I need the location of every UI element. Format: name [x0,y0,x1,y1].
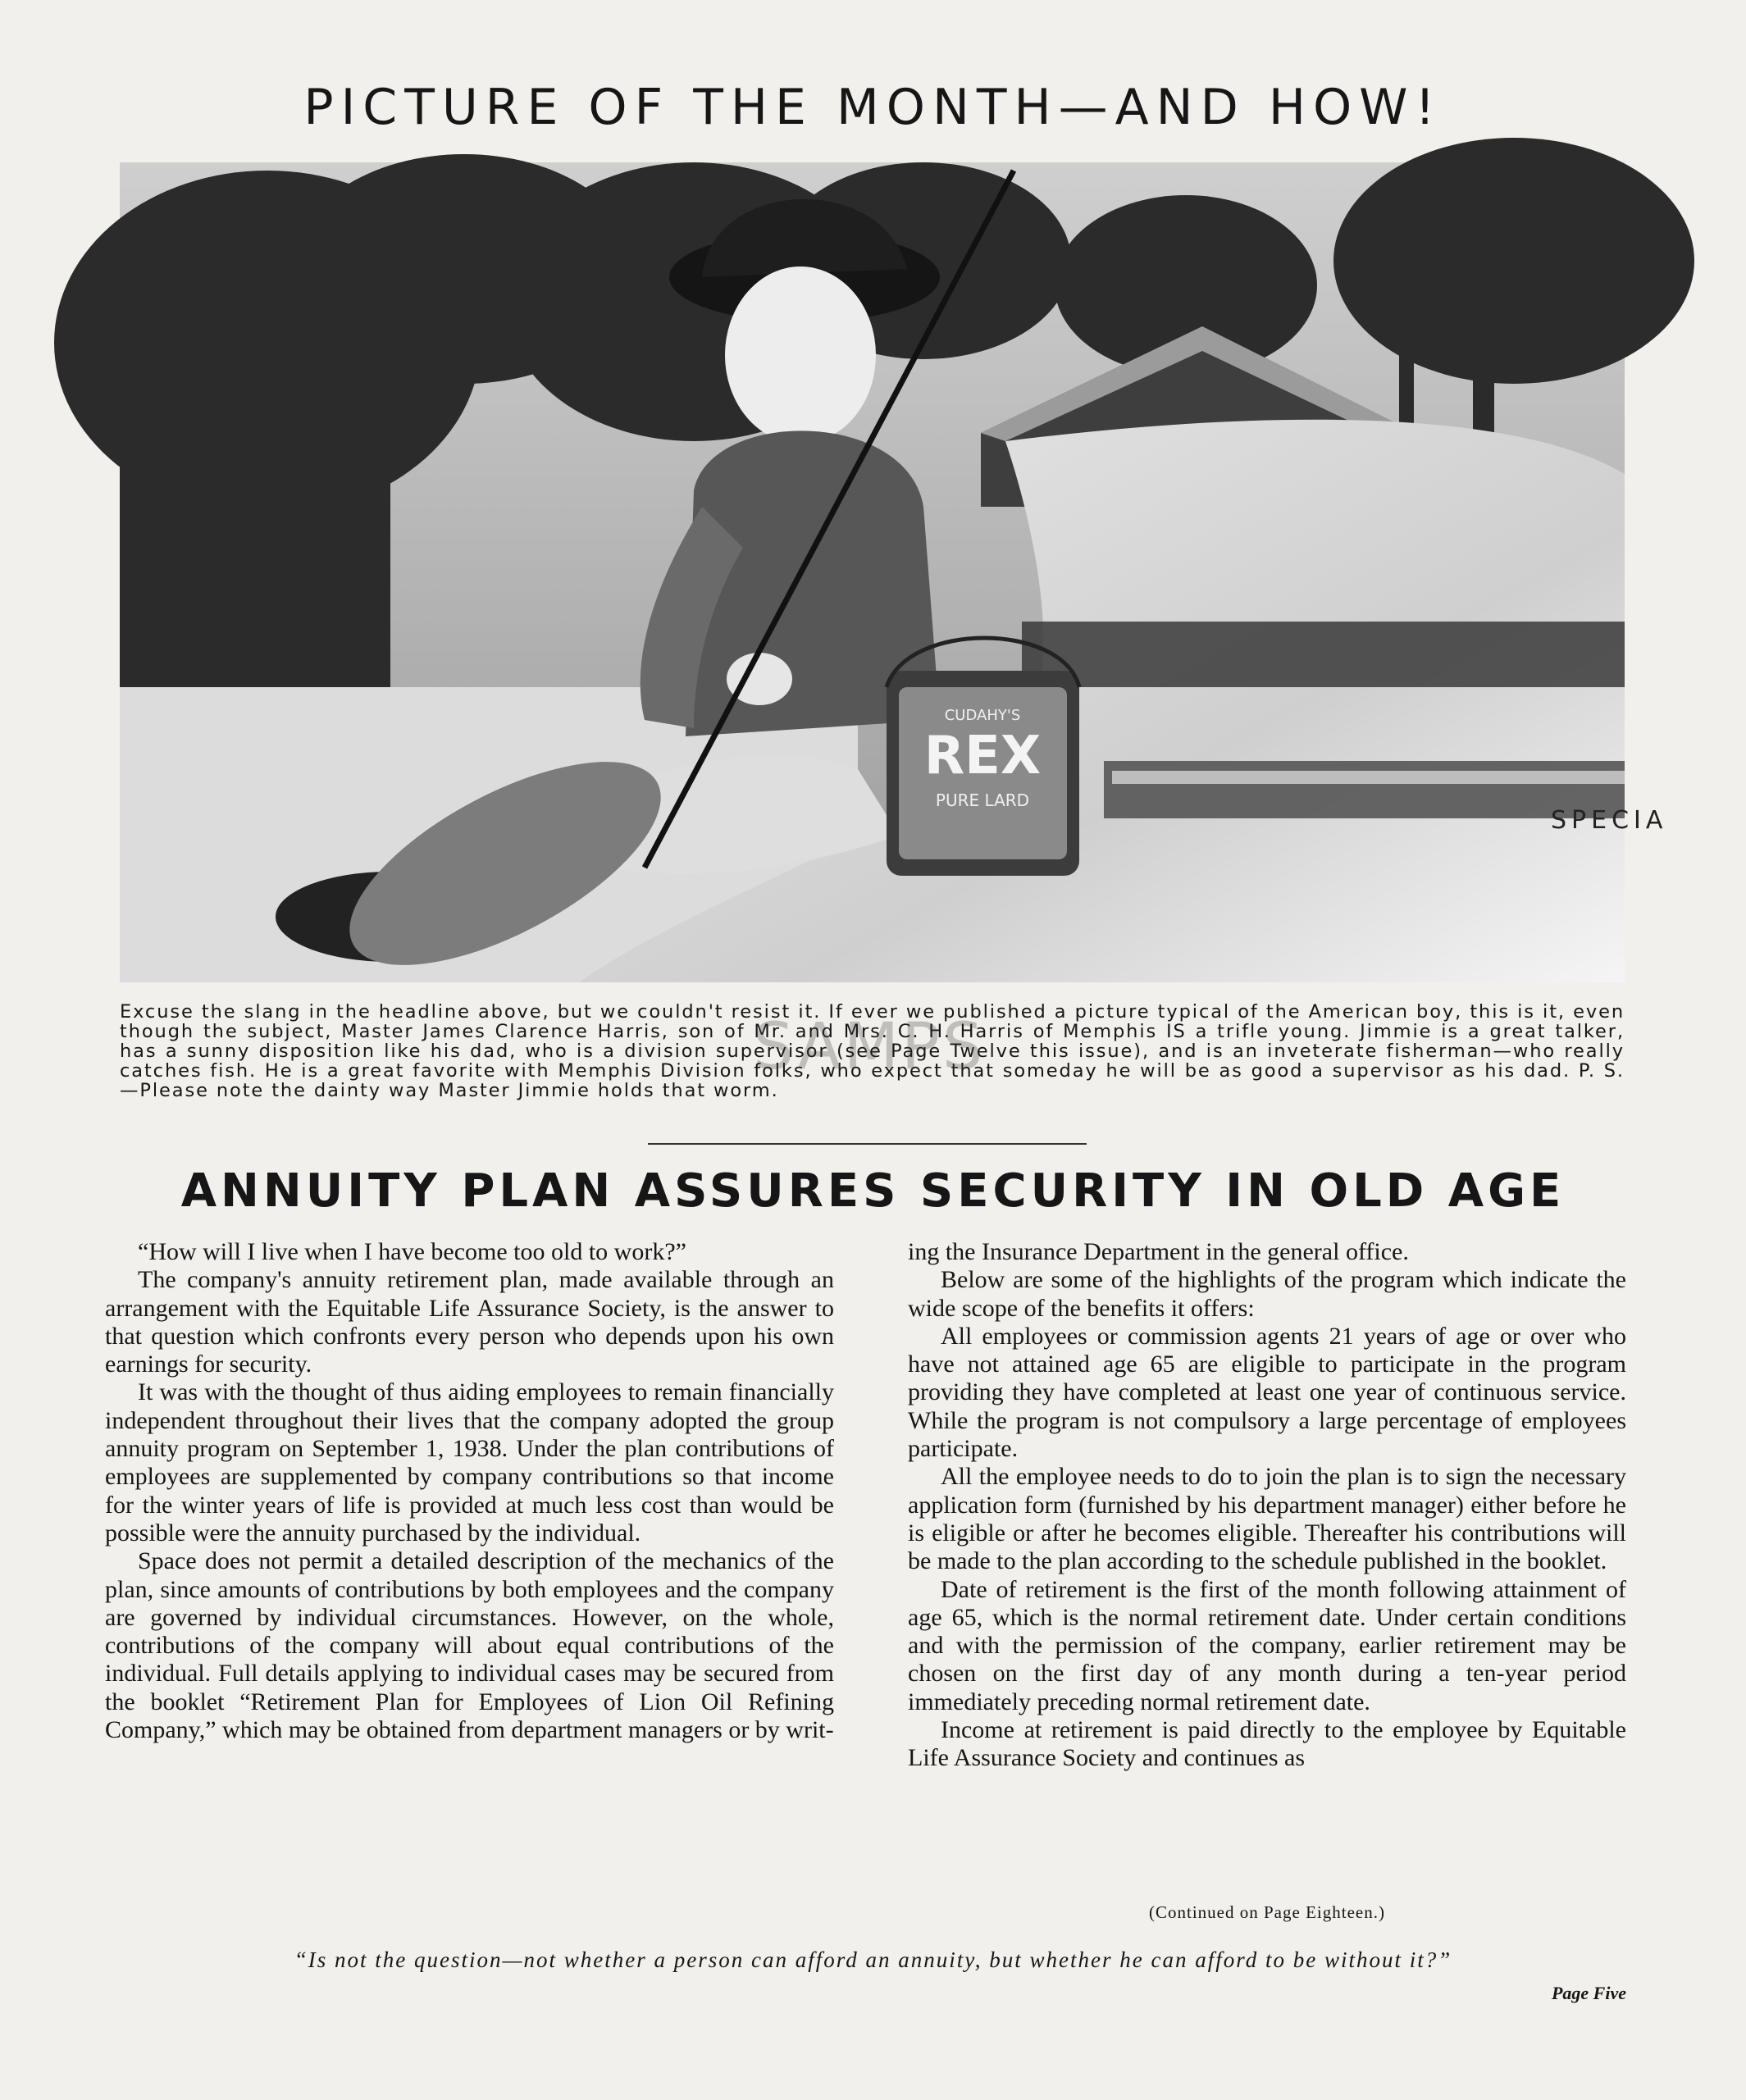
car-badge: SPECIA [1551,806,1668,835]
article-paragraph: The company's annuity retirement plan, made available through an arrangement with the Equitable Life Assurance Society, is the answer to that question which confronts every person who depends upon his own earnings for security. [105,1266,834,1378]
article-paragraph: Below are some of the highlights of the program which indicate the wide scope of the benefits it offers: [908,1266,1626,1322]
article-paragraph: Space does not permit a detailed description of the mechanics of the plan, since amounts of contributions by both employees and the company are governed by individual circumstances. However, on the whole, contributions of the company will about equal contributions of the individual. Full details applying to individual cases may be secured from the booklet “Retirement Plan for Employees of Lion Oil Refining Company,” which may be obtained from department managers or by writ- [105,1547,834,1744]
article-right-column [908,1238,1626,1773]
article-left-column [105,1238,834,1744]
page-headline: PICTURE OF THE MONTH—AND HOW! [303,79,1443,136]
watermark: SAMPS [753,1010,986,1084]
pail-label-brand: REX [923,726,1042,786]
article-paragraph: ing the Insurance Department in the general office. [908,1238,1409,1265]
article-paragraph: It was with the thought of thus aiding employees to remain financially independent throughout their lives that the company adopted the group annuity program on September 1, 1938. Under the plan contributions of employees are supplemented by company contributions so that income for the winter years of life is provided at much less cost than would be possible were the annuity purchased by the individual. [105,1378,834,1547]
page-number: Page Five [1551,1983,1626,2003]
pail-label-maker: CUDAHY'S [944,707,1021,724]
article-paragraph: Date of retirement is the first of the month following attainment of age 65, which is the normal retirement date. Under certain conditions and with the permission of the company, earlier retirement may be chosen on the first day of any month during a ten-year period immediately preceding normal retirement date. [908,1575,1626,1715]
article-paragraph: Income at retirement is paid directly to the employee by Equitable Life Assurance Society and continues as [908,1716,1626,1772]
photo-illustration [120,162,1668,982]
article-paragraph: All employees or commission agents 21 years of age or over who have not attained age 65 are eligible to participate in the program providing they have completed at least one year of continuous service. While the program is not compulsory a large percentage of employees participate. [908,1322,1626,1463]
article-headline: ANNUITY PLAN ASSURES SECURITY IN OLD AGE [180,1164,1566,1218]
article-paragraph: All the employee needs to do to join the plan is to sign the necessary application form (furnished by his department manager) either before he is eligible or after he becomes eligible. Thereafter his contributions will be made to the plan according to the schedule published in the booklet. [908,1463,1626,1575]
continued-note: (Continued on Page Eighteen.) [1149,1902,1385,1922]
pull-quote: “Is not the question—not whether a person can afford an annuity, but whether he can afford to be without it?” [294,1947,1452,1972]
pail-label-product: PURE LARD [935,790,1030,810]
section-divider [648,1143,1087,1145]
photo-boy-fishing [120,162,1668,982]
lard-pail [887,638,1079,876]
photo-caption: Excuse the slang in the headline above, but we couldn't resist it. If ever we published a picture typical of the American boy, this is it, even though the subject, Master James Clarence Harris, son of Mr. and Mrs. C. H. Harris of Memphis IS a trifle young. Jimmie is a great talker, has a sunny disposition like his dad, who is a division supervisor (see Page Twelve this issue), and is an inveterate fisherman—who really catches fish. He is a great favorite with Memphis Division folks, who expect that someday he will be as good a supervisor as his dad. P. S.—Please note the dainty way Master Jimmie holds that worm. [120,1001,1625,1101]
article-paragraph: “How will I live when I have become too old to work?” [138,1238,686,1265]
